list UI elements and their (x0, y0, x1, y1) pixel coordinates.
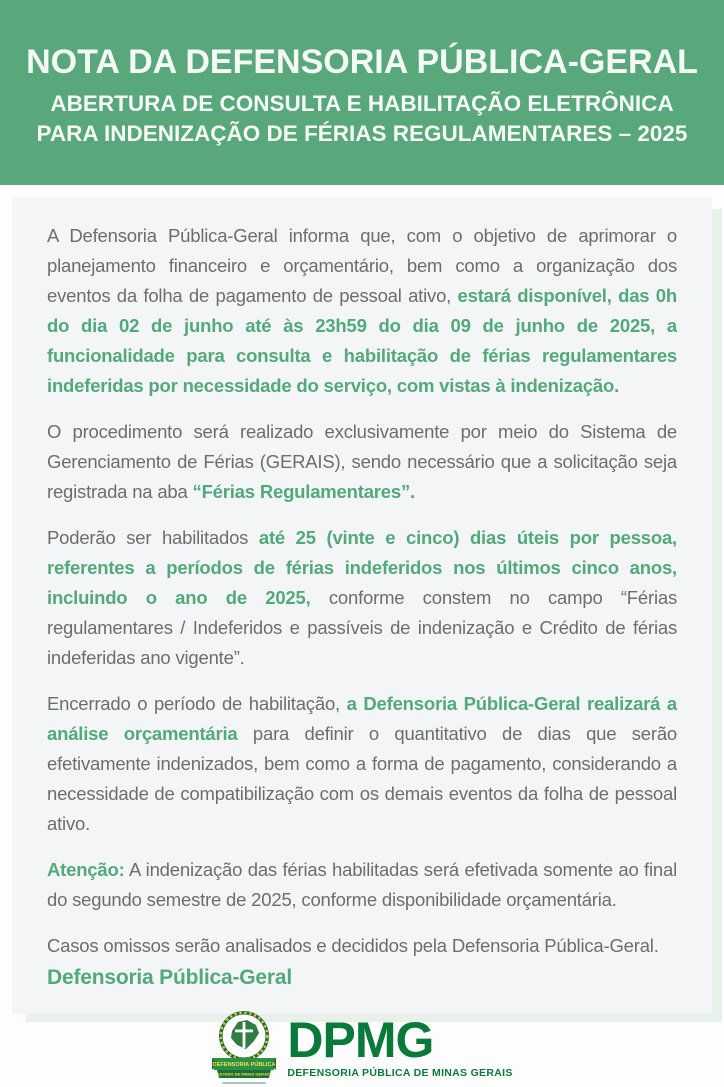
dpmg-wordmark: DPMG (287, 1011, 434, 1068)
paragraph-text: conforme constem no campo “Férias regulamentares / Indeferidos e passíveis de indenização e Crédito de férias indeferidas ano vigente”. (47, 587, 678, 668)
page-title: NOTA DA DEFENSORIA PÚBLICA-GERAL (26, 43, 698, 81)
page-subtitle: ABERTURA DE CONSULTA E HABILITAÇÃO ELETRÔNICA PARA INDENIZAÇÃO DE FÉRIAS REGULAMENTARES – 2025 (36, 91, 688, 147)
paragraph-text: Encerrado o período de habilitação, (47, 693, 347, 714)
emblem-ribbon-text: DEFENSORIA PÚBLICA (212, 1062, 276, 1069)
paragraph-omissions (47, 931, 677, 961)
dpmg-tagline: DEFENSORIA PÚBLICA DE MINAS GERAIS (287, 1067, 513, 1080)
dpmg-wordmark-block (287, 1011, 513, 1080)
paragraph-analysis (47, 689, 677, 839)
paragraph-highlight: até 25 (vinte e cinco) dias úteis por pessoa, referentes a períodos de férias indeferidos nos últimos cinco anos, incluindo o ano de 2025, (47, 527, 678, 608)
paragraph-text: Casos omissos serão analisados e decididos pela Defensoria Pública-Geral. (47, 935, 659, 956)
dpmg-emblem-icon (211, 1009, 277, 1087)
paragraph-intro (47, 221, 677, 401)
dpmg-logo (47, 1009, 677, 1087)
paragraph-limits (47, 523, 677, 673)
paragraph-procedure (47, 417, 677, 507)
header-banner (0, 0, 724, 185)
attention-label: Atenção: (47, 859, 125, 880)
emblem-ribbon-subtext: ESTADO DE MINAS GERAIS (217, 1071, 272, 1077)
paragraph-attention (47, 855, 677, 915)
paragraph-text: para definir o quantitativo de dias que serão efetivamente indenizados, bem como a forma de pagamento, considerando a necessidade de compatibilização com os demais eventos da folha de pessoal ativo. (47, 723, 678, 834)
paragraph-text: A Defensoria Pública-Geral informa que, com o objetivo de aprimorar o planejamento financeiro e orçamentário, bem como a organização dos eventos da folha de pagamento de pessoal ativo, (47, 225, 677, 306)
paragraph-text: Poderão ser habilitados (47, 527, 259, 548)
notice-body (12, 197, 712, 1080)
emblem-motto-line (222, 1082, 266, 1084)
paragraph-highlight: a Defensoria Pública-Geral realizará a análise orçamentária (47, 693, 677, 744)
signature: Defensoria Pública-Geral (47, 966, 292, 989)
paragraph-highlight: estará disponível, das 0h do dia 02 de junho até às 23h59 do dia 09 de junho de 2025, a funcionalidade para consulta e habilitação de férias regulamentares indeferidas por necessidade do serviço, com vistas à indenização. (47, 285, 677, 396)
paragraph-text: O procedimento será realizado exclusivamente por meio do Sistema de Gerenciamento de Férias (GERAIS), sendo necessário que a solicitação seja registrada na aba (47, 421, 677, 502)
paragraph-highlight: “Férias Regulamentares”. (192, 481, 415, 502)
paragraph-text: A indenização das férias habilitadas será efetivada somente ao final do segundo semestre de 2025, conforme disponibilidade orçamentária. (47, 859, 677, 910)
